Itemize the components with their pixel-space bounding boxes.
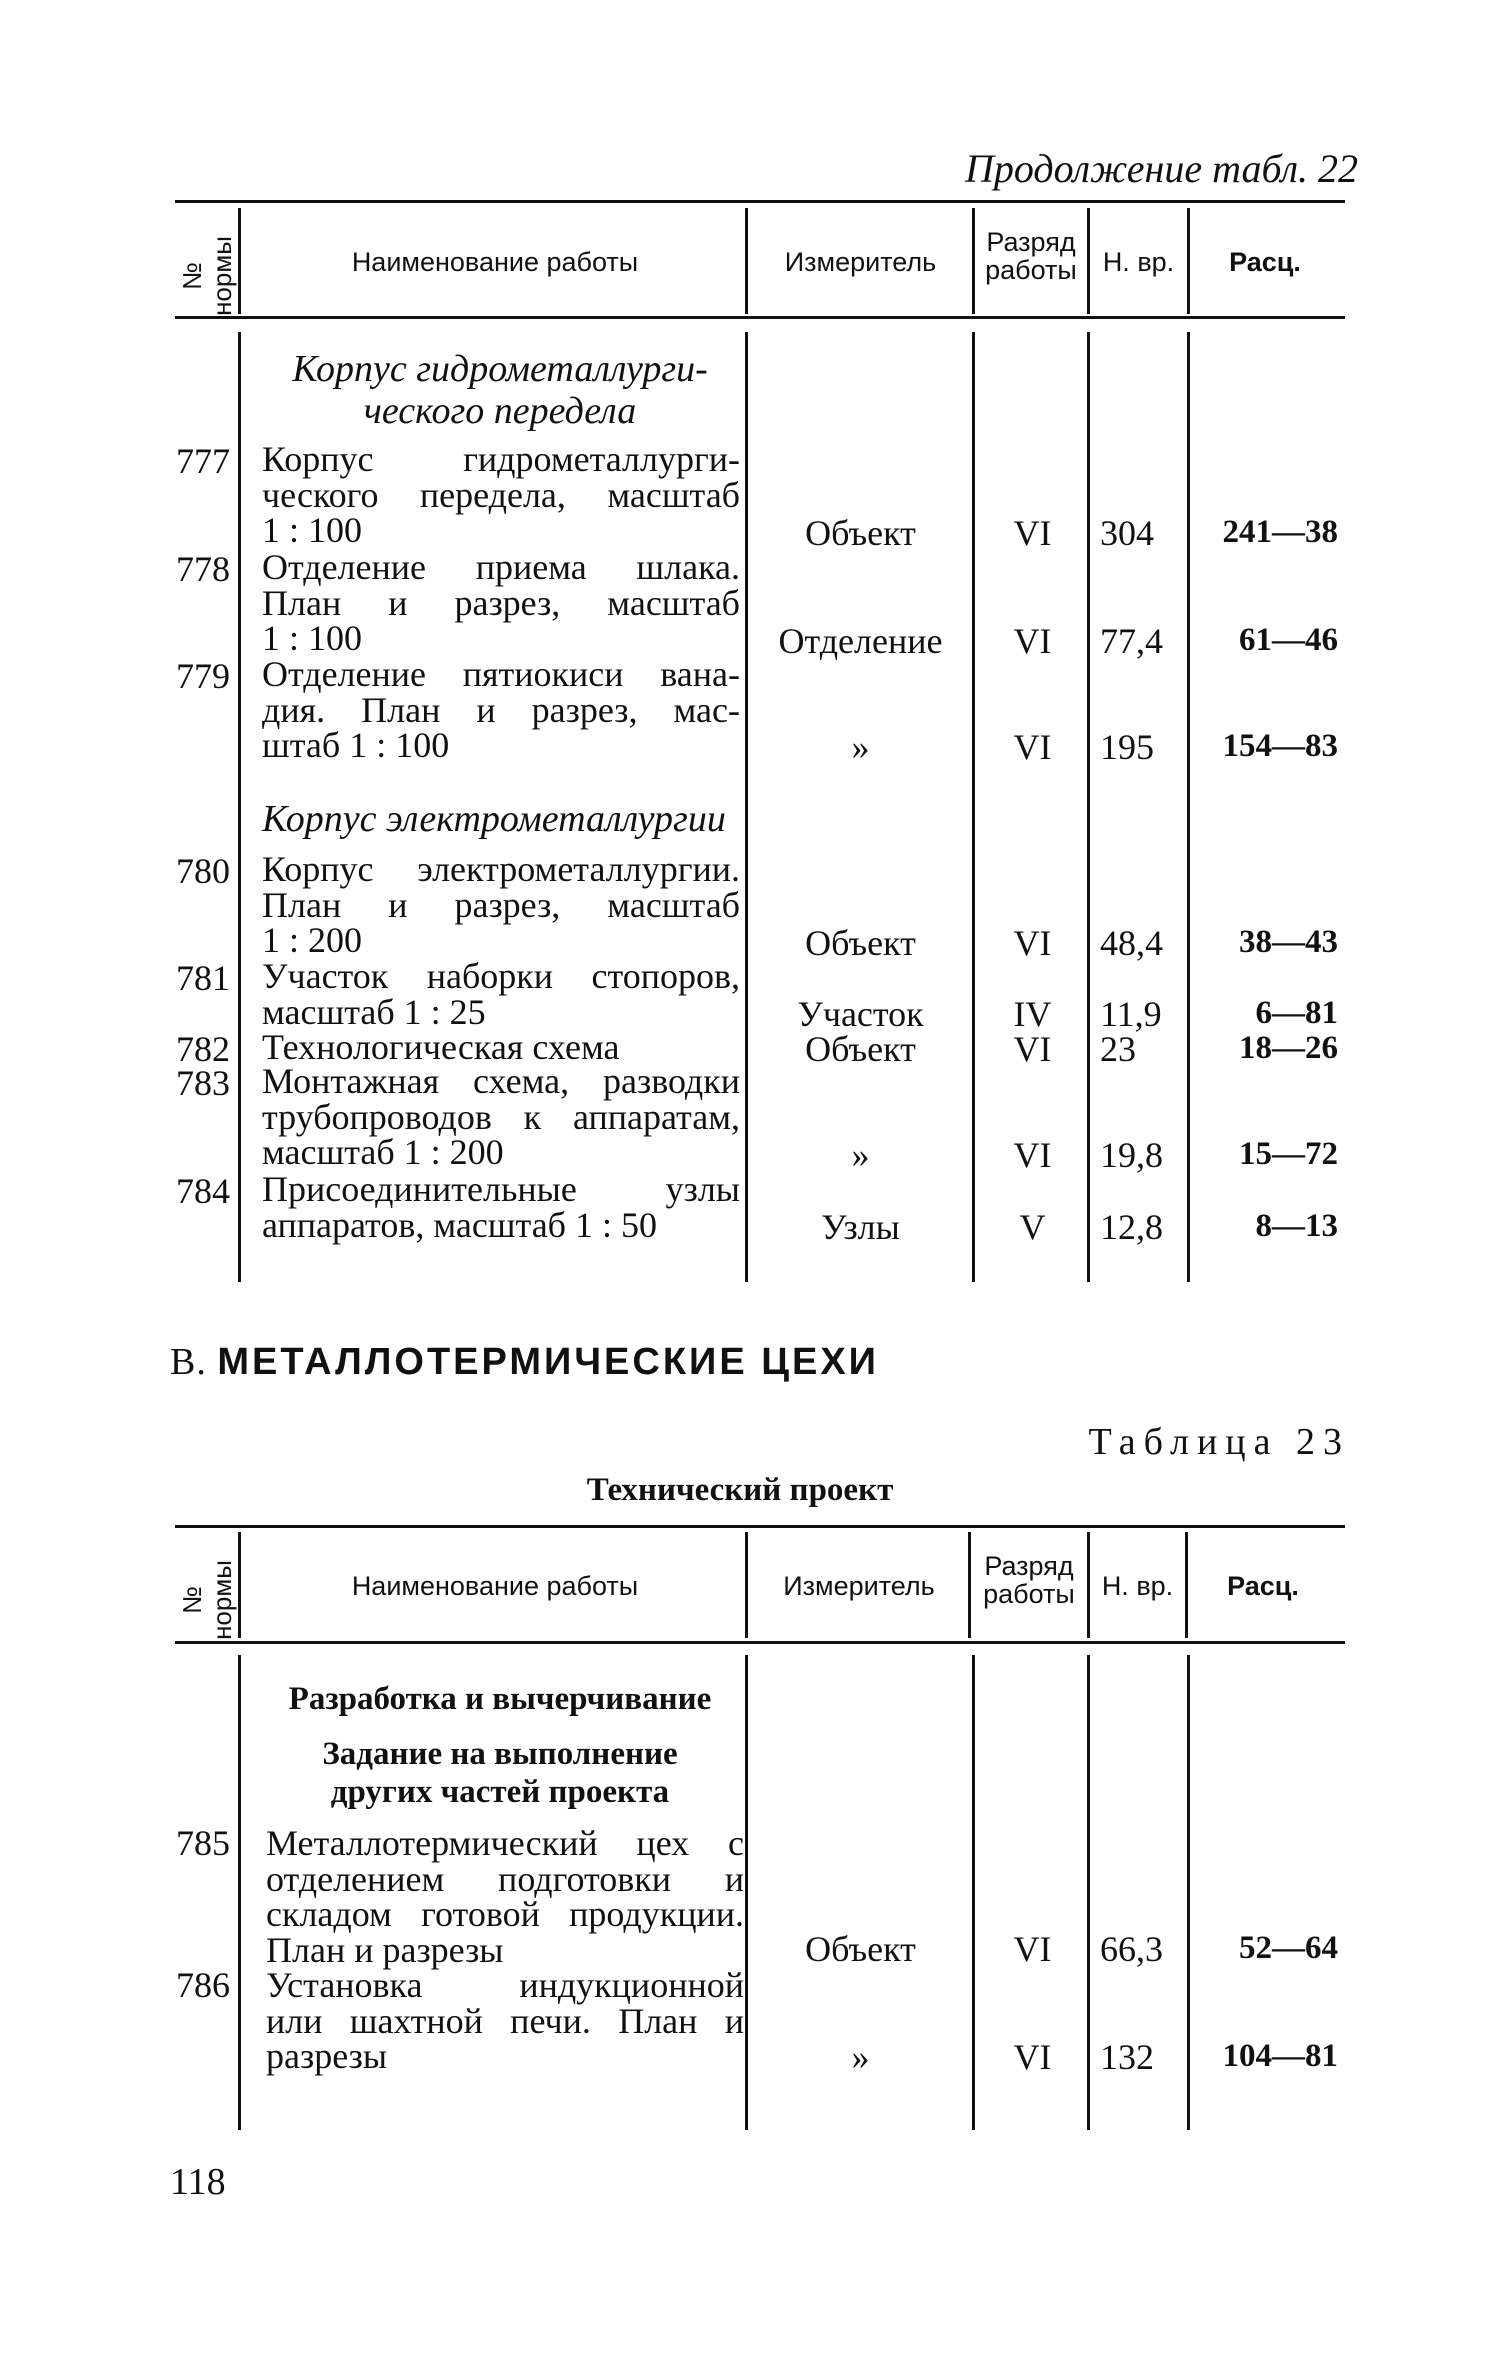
name-line: План и разрезы (266, 1929, 504, 1970)
row-name (262, 1061, 740, 1172)
header-rate: Расц. (1229, 247, 1301, 277)
row-number: 777 (176, 441, 230, 481)
name-line: штаб 1 : 100 (262, 725, 450, 765)
row-measure: Объект (805, 513, 916, 553)
name-line: 1 : 100 (262, 510, 363, 550)
row-rank: VI (1013, 727, 1052, 767)
header-no-sign: № (177, 1586, 207, 1614)
name-line: Присоединительные узлы (262, 1169, 740, 1209)
name-line: масштаб 1 : 200 (262, 1132, 504, 1172)
row-name (262, 956, 740, 1032)
row-name (262, 654, 740, 765)
row-rate: 38—43 (1239, 924, 1338, 960)
row-number: 782 (176, 1029, 230, 1069)
header-hours: Н. вр. (1101, 1571, 1174, 1601)
row-rate: 18—26 (1239, 1030, 1338, 1066)
row-rank: V (1019, 1207, 1046, 1247)
name-line: Участок наборки стопоров, (262, 956, 740, 996)
row-measure: » (851, 2037, 870, 2077)
row-name (262, 547, 740, 658)
table-22-section-2-title: Корпус электрометаллургии (262, 798, 726, 840)
row-rate: 104—81 (1222, 2038, 1338, 2074)
row-number: 786 (176, 1965, 230, 2005)
name-line: разрезы (266, 2036, 388, 2076)
table-22-header-rule (175, 316, 1345, 319)
col-sep (238, 332, 241, 1282)
name-line: Отделение приема шлака. (262, 547, 740, 587)
row-hours: 12,8 (1100, 1207, 1163, 1247)
row-measure: » (851, 727, 870, 767)
row-hours: 304 (1100, 513, 1154, 553)
table-22-section-1-title (260, 348, 740, 432)
section-title-line: ческого передела (363, 390, 637, 432)
table-23-label: Таблица 23 (1088, 1421, 1350, 1463)
row-measure: » (851, 1135, 870, 1175)
row-name (262, 1169, 740, 1245)
row-measure: Объект (805, 1029, 916, 1069)
row-name (266, 1823, 744, 1970)
name-line: План и разрез, масштаб (262, 884, 740, 925)
section-title-line: других частей проекта (330, 1774, 670, 1810)
name-line: Технологическая схема (262, 1027, 620, 1067)
row-number: 778 (176, 549, 230, 589)
row-number: 781 (176, 958, 230, 998)
row-name (262, 849, 740, 960)
row-rank: VI (1013, 2037, 1052, 2077)
table-23-header-rule (175, 1641, 1345, 1644)
header-rate: Расц. (1227, 1571, 1299, 1601)
name-line: 1 : 200 (262, 920, 363, 960)
col-sep (238, 1655, 241, 2130)
row-hours: 11,9 (1100, 994, 1162, 1034)
header-rank-l2: работы (983, 1579, 1075, 1609)
row-rate: 52—64 (1239, 1930, 1338, 1966)
row-number: 785 (176, 1823, 230, 1863)
row-measure: Участок (797, 994, 924, 1034)
table-23-section-2-title (250, 1735, 750, 1811)
row-name (262, 439, 740, 550)
header-name: Наименование работы (351, 247, 639, 277)
section-title-line: Задание на выполнение (322, 1736, 678, 1772)
section-heading (170, 1340, 879, 1384)
row-rank: IV (1013, 994, 1052, 1034)
row-rate: 15—72 (1239, 1136, 1338, 1172)
header-rank-l1: Разряд (986, 227, 1076, 257)
name-line: масштаб 1 : 25 (262, 991, 486, 1032)
header-measure: Измеритель (784, 247, 937, 277)
row-rate: 6—81 (1255, 995, 1338, 1031)
section-heading-title: МЕТАЛЛОТЕРМИЧЕСКИЕ ЦЕХИ (217, 1341, 879, 1383)
row-number: 780 (176, 851, 230, 891)
section-letter: В. (170, 1341, 207, 1383)
name-line: Отделение пятиокиси вана- (262, 654, 740, 694)
header-rank-l1: Разряд (984, 1551, 1074, 1581)
row-rate: 154—83 (1222, 728, 1338, 764)
row-rank: VI (1013, 1929, 1052, 1969)
row-rate: 8—13 (1255, 1208, 1338, 1244)
row-rank: VI (1013, 513, 1052, 553)
name-line: Металлотермический цех с (266, 1823, 744, 1863)
header-no-label: нормы (207, 1560, 237, 1640)
row-hours: 66,3 (1100, 1929, 1163, 1969)
row-hours: 19,8 (1100, 1135, 1163, 1175)
col-sep (238, 208, 241, 314)
name-line: ческого передела, масштаб (262, 474, 740, 515)
row-rank: VI (1013, 1029, 1052, 1069)
name-line: или шахтной печи. План и (266, 2000, 744, 2041)
page-number: 118 (170, 2161, 226, 2203)
header-rank (971, 1552, 1087, 1608)
row-rank: VI (1013, 621, 1052, 661)
row-rate: 241—38 (1222, 514, 1338, 550)
row-hours: 132 (1100, 2037, 1154, 2077)
section-title-line: Корпус гидрометаллурги- (292, 348, 708, 390)
row-hours: 48,4 (1100, 923, 1163, 963)
row-number: 784 (176, 1171, 230, 1211)
header-hours: Н. вр. (1102, 247, 1175, 277)
name-line: 1 : 100 (262, 618, 363, 658)
row-number: 783 (176, 1063, 230, 1103)
row-name (266, 1965, 744, 2076)
name-line: трубопроводов к аппаратам, (262, 1096, 740, 1137)
row-measure: Отделение (778, 621, 943, 661)
header-no-label: нормы (207, 236, 237, 316)
name-line: Монтажная схема, разводки (262, 1061, 740, 1101)
header-measure: Измеритель (783, 1571, 935, 1601)
header-no-sign: № (177, 262, 207, 290)
row-rank: VI (1013, 923, 1052, 963)
table-23-section-1-title: Разработка и вычерчивание (288, 1681, 712, 1717)
row-hours: 77,4 (1100, 621, 1163, 661)
row-measure: Объект (805, 923, 916, 963)
row-number: 779 (176, 656, 230, 696)
name-line: отделением подготовки и (266, 1858, 744, 1899)
row-rate: 61—46 (1239, 622, 1338, 658)
header-rank-l2: работы (985, 255, 1077, 285)
header-name: Наименование работы (351, 1571, 639, 1601)
name-line: Установка индукционной (266, 1965, 744, 2005)
col-sep (238, 1532, 241, 1638)
name-line: Корпус гидрометаллурги- (262, 439, 740, 479)
table-23-top-rule (175, 1525, 1345, 1528)
name-line: План и разрез, масштаб (262, 582, 740, 623)
table-23-title: Технический проект (586, 1472, 894, 1508)
name-line: складом готовой продукции. (266, 1894, 744, 1934)
row-rank: VI (1013, 1135, 1052, 1175)
row-measure: Объект (805, 1929, 916, 1969)
name-line: аппаратов, масштаб 1 : 50 (262, 1204, 657, 1245)
header-rank (975, 228, 1087, 284)
name-line: дия. План и разрез, мас- (262, 689, 740, 730)
continuation-caption: Продолжение табл. 22 (965, 146, 1359, 191)
row-hours: 195 (1100, 727, 1154, 767)
row-hours: 23 (1100, 1029, 1136, 1069)
name-line: Корпус электрометаллургии. (262, 849, 740, 889)
row-measure: Узлы (821, 1207, 900, 1247)
table-22-top-rule (175, 200, 1345, 203)
